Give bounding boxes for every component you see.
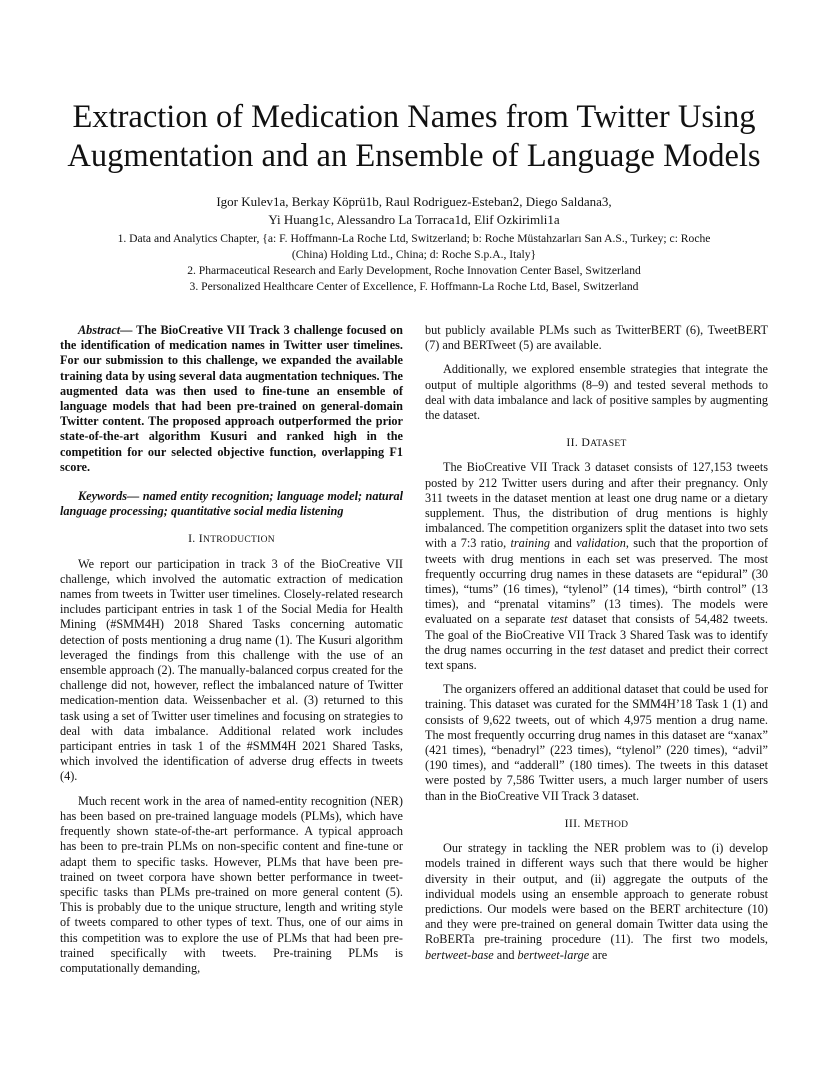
section-rest: ETHOD: [594, 819, 629, 830]
affiliation-line: 2. Pharmaceutical Research and Early Development, Roche Innovation Center Basel, Switzerland: [187, 264, 641, 277]
emphasis: training: [510, 536, 550, 551]
text-run: The BioCreative VII Track 3 dataset consists of 127,153 tweets posted by 212 Twitter users during and after their pregnancy. Only 311 tweets in the dataset mention at least one drug name or a dietary supplement. Thus, the distribution of drug mentions is highly imbalanced. The competition organizers split the dataset into two sets with a 7:3 ratio,: [425, 460, 768, 551]
paragraph: [425, 460, 768, 673]
section-heading-method: [425, 816, 768, 833]
section-rest: NTRODUCTION: [203, 535, 275, 546]
emphasis: bertweet-large: [517, 947, 590, 962]
section-initial: M: [583, 815, 595, 830]
emphasis: bertweet-base: [425, 947, 494, 962]
affiliation-line: 3. Personalized Healthcare Center of Excellence, F. Hoffmann-La Roche Ltd, Basel, Switzerland: [189, 280, 639, 293]
title-line: Augmentation and an Ensemble of Language Models: [67, 137, 761, 174]
abstract-lead: Abstract—: [78, 323, 133, 337]
emphasis: test: [588, 642, 606, 657]
paragraph: but publicly available PLMs such as TwitterBERT (6), TweetBERT (7) and BERTweet (5) are available.: [425, 323, 768, 353]
section-heading-introduction: [60, 531, 403, 548]
emphasis: test: [550, 612, 568, 627]
text-run: and: [493, 947, 518, 962]
section-initial: D: [581, 435, 591, 450]
affiliation-line: (China) Holding Ltd., China; d: Roche S.p.A., Italy}: [291, 248, 537, 261]
abstract-text: The BioCreative VII Track 3 challenge focused on the identification of medication names in Twitter user timelines. For our submission to this challenge, we expanded the available training data by using several data augmentation techniques. The augmented data was then used to fine-tune an ensemble of language models that had been pre-trained on general-domain Twitter content. The proposed approach outperformed the prior state-of-the-art algorithm Kusuri and ranked high in the competition for our selected objective function, overlapping F1 score.: [60, 323, 403, 474]
paragraph: The organizers offered an additional dataset that could be used for training. This dataset was curated for the SMM4H’18 Task 1 (1) and consists of 9,622 tweets, out of which 4,975 mention a drug name. The most frequently occurring drug names in this dataset are “xanax” (421 times), “benadryl” (223 times), “tylenol” (220 times), “advil” (190 times), and “adderall” (180 times). The tweets in this dataset were posted by 7,586 Twitter users, a much larger number of users than in the BioCreative VII Track 3 dataset.: [425, 682, 768, 803]
text-run: are: [589, 947, 608, 962]
keywords-lead: Keywords—: [78, 489, 140, 504]
author-line: Igor Kulev1a, Berkay Köprü1b, Raul Rodriguez-Esteban2, Diego Saldana3,: [216, 194, 612, 209]
left-column: [60, 323, 403, 985]
emphasis: validation: [576, 536, 626, 551]
paragraph: We report our participation in track 3 of the BioCreative VII challenge, which involved the automatic extraction of medication names from tweets in Twitter user timelines. Closely-related research includes participant entries in task 1 of the Social Media for Health Mining (#SMM4H) 2018 Shared Tasks concerning automatic detection of posts mentioning a drug name (1). The Kusuri algorithm leveraged the findings from this challenge with the use of an ensemble approach (2). The manually-balanced corpus created for the challenge did not, however, reflect the imbalanced nature of Twitter medication-mention data. Weissenbacher et al. (3) returned to this task using a set of Twitter user timelines and focusing on strategies to deal with data imbalance. Additional related work includes participant entries in task 1 of the #SMM4H 2021 Shared Tasks, which involved the identification of adverse drug effects in tweets (4).: [60, 556, 403, 784]
paragraph: [425, 841, 768, 963]
affiliations: [60, 231, 768, 295]
text-run: Our strategy in tackling the NER problem was to (i) develop models trained in different ways such that there would be higher diversity in their output, and (ii) aggregate the outputs of the individual models using an ensemble approach to generate robust predictions. Our models were based on the BERT architecture (10) and they were pre-trained on general domain Twitter data using the RoBERTa pre-training procedure (11). The first two models,: [425, 841, 768, 947]
section-initial: I: [198, 531, 204, 546]
paragraph: Much recent work in the area of named-entity recognition (NER) has been based on pre-trained language models (PLMs), which have frequently shown state-of-the-art performance. A typical approach has been to pre-train PLMs on non-specific content and fine-tune or adapt them to specific tasks. However, PLMs that have been pre-trained on tweet corpora have shown better performance in tweet-specific tasks than PLMs pre-trained on more general content (5). This is probably due to the unique structure, length and writing style of tweets compared to other types of text. Thus, one of our aims in this competition was to explore the use of PLMs that had been pre-trained specifically with tweets. Pre-training PLMs is computationally demanding,: [60, 793, 403, 975]
author-line: Yi Huang1c, Alessandro La Torraca1d, Elif Ozkirimli1a: [268, 212, 560, 227]
keywords: [60, 489, 403, 519]
text-run: , such that the proportion of tweets with drug mentions in each set was preserved. The most frequently occurring drug names in these datasets are “epidural” (30 times), “tums” (16 times), “tylenol” (14 times), “birth control” (13 times), and “prenatal vitamins” (13 times). The models were evaluated on a separate: [425, 536, 768, 627]
paper-title: [40, 98, 788, 176]
text-run: and: [549, 536, 577, 551]
author-list: [40, 193, 788, 229]
text-run: dataset that consists of 54,482 tweets. The goal of the BioCreative VII Track 3 Shared Task was to identify the drug names occurring in the: [425, 612, 768, 657]
section-number: II.: [566, 435, 579, 450]
section-heading-dataset: [425, 435, 768, 452]
section-number: I.: [188, 531, 196, 546]
title-line: Extraction of Medication Names from Twitter Using: [72, 98, 756, 135]
paragraph: Additionally, we explored ensemble strategies that integrate the output of multiple algorithms (8–9) and tested several methods to deal with data imbalance and lack of positive samples by augmenting the dataset.: [425, 362, 768, 423]
keywords-text: named entity recognition; language model; natural language processing; quantitative social media listening: [60, 489, 403, 519]
affiliation-line: 1. Data and Analytics Chapter, {a: F. Hoffmann-La Roche Ltd, Switzerland; b: Roche Müstahzarları San A.S., Turkey; c: Roche: [117, 232, 711, 245]
text-run: dataset and predict their correct text spans.: [425, 642, 768, 673]
section-number: III.: [564, 815, 581, 830]
abstract: [60, 323, 403, 475]
section-rest: ATASET: [590, 439, 627, 450]
right-column: [425, 323, 768, 972]
